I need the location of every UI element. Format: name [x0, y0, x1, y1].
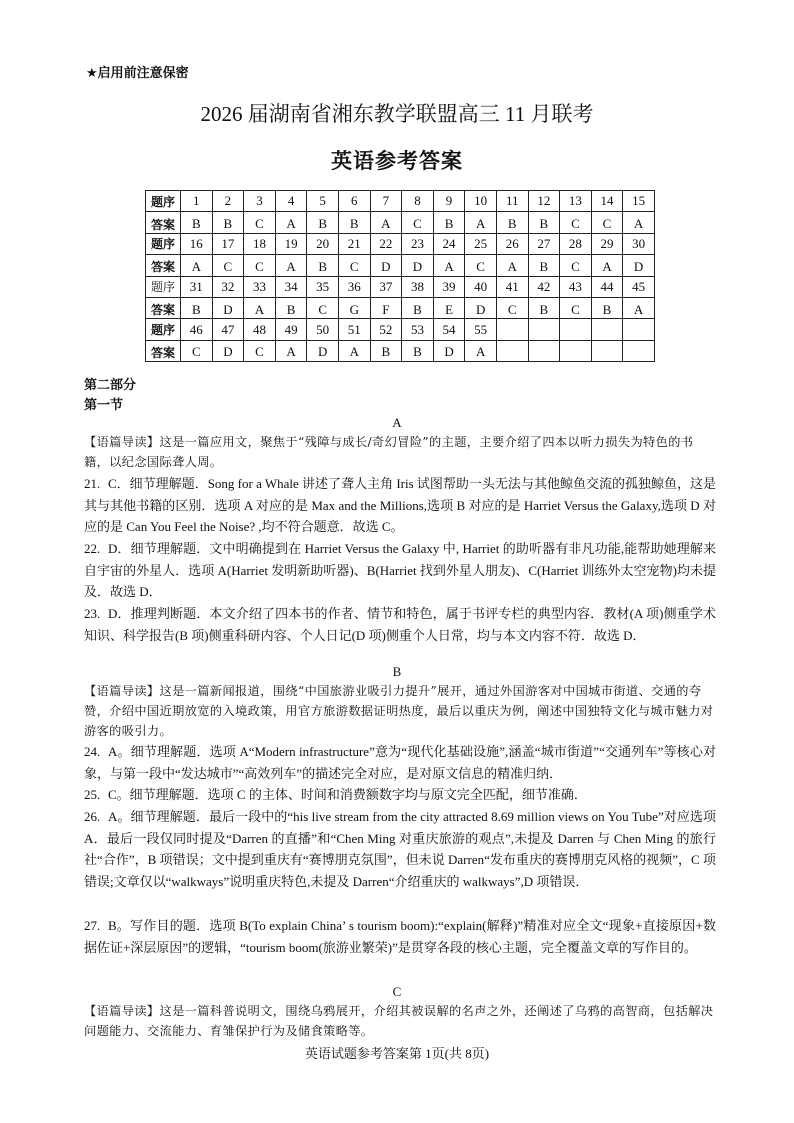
answer-cell: F — [370, 297, 402, 318]
question-number-cell: 40 — [465, 276, 497, 297]
passage-c-letter: C — [392, 984, 402, 999]
question-number-cell: 55 — [465, 319, 497, 340]
question-number-cell: 1 — [181, 191, 213, 212]
row-label-answer: 答案 — [146, 297, 181, 318]
answer-cell: B — [591, 297, 623, 318]
answer-row — [146, 212, 655, 233]
question-number-cell: 32 — [212, 276, 244, 297]
explanation-text: D．推理判断题．本文介绍了四本书的作者、情节和特色，属于书评专栏的典型内容．教材(A 项)侧重学术知识、科学报告(B 项)侧重科研内容、个人日记(D 项)侧重个人日常，均与本文内容不符．故选 D． — [84, 606, 716, 643]
answer-cell: A — [623, 297, 655, 318]
question-number-cell: 18 — [244, 233, 276, 254]
answer-row — [146, 297, 655, 318]
answer-cell: B — [307, 255, 339, 276]
question-number-cell: 42 — [528, 276, 560, 297]
question-number-cell: 47 — [212, 319, 244, 340]
row-label-answer: 答案 — [146, 340, 181, 361]
answer-cell: A — [433, 255, 465, 276]
answer-row — [146, 340, 655, 361]
question-number-cell: 22 — [370, 233, 402, 254]
question-number-cell: 25 — [465, 233, 497, 254]
question-number-cell: 51 — [338, 319, 370, 340]
question-number-cell — [623, 319, 655, 340]
answer-cell: D — [212, 297, 244, 318]
subsection-heading: 第一节 — [84, 398, 124, 413]
answer-cell — [528, 340, 560, 361]
passage-a-guide: 【语篇导读】这是一篇应用文，聚焦于“残障与成长/奇幻冒险”的主题，主要介绍了四本以听力损失为特色的书籍，以纪念国际聋人周。 — [84, 435, 694, 469]
question-number-cell — [528, 319, 560, 340]
question-number-cell: 7 — [370, 191, 402, 212]
answer-key-table — [145, 190, 655, 362]
answer-cell: A — [591, 255, 623, 276]
answer-cell: B — [528, 297, 560, 318]
exam-title: 2026 届湖南省湘东教学联盟高三 11 月联考 — [200, 102, 594, 126]
question-number-cell: 10 — [465, 191, 497, 212]
question-number: 24. — [84, 744, 101, 759]
page-footer: 英语试题参考答案第 1页(共 8页) — [304, 1046, 490, 1061]
row-label-question: 题序 — [146, 233, 181, 254]
question-number-row — [146, 191, 655, 212]
answer-cell: D — [433, 340, 465, 361]
question-number-cell: 53 — [402, 319, 434, 340]
question-number-cell: 24 — [433, 233, 465, 254]
question-number-cell: 17 — [212, 233, 244, 254]
answer-cell: B — [181, 212, 213, 233]
answer-cell: A — [275, 255, 307, 276]
question-number-cell: 45 — [623, 276, 655, 297]
question-number-row — [146, 276, 655, 297]
question-number-cell: 34 — [275, 276, 307, 297]
answer-explanation-24 — [84, 741, 716, 784]
question-number-cell: 20 — [307, 233, 339, 254]
question-number-cell: 49 — [275, 319, 307, 340]
answer-cell: C — [591, 212, 623, 233]
answer-cell: B — [370, 340, 402, 361]
question-number-cell: 44 — [591, 276, 623, 297]
answer-cell: A — [623, 212, 655, 233]
answer-cell: B — [275, 297, 307, 318]
explanation-text: C。细节理解题．选项 C 的主体、时间和消费额数字均与原文完全匹配，细节准确． — [108, 787, 587, 802]
question-number-cell: 16 — [181, 233, 213, 254]
row-label-question: 题序 — [146, 319, 181, 340]
passage-c-guide: 【语篇导读】这是一篇科普说明文，围绕乌鸦展开，介绍其被误解的名声之外，还阐述了乌鸦的高智商，包括解决问题能力、交流能力、育雏保护行为及储食策略等。 — [84, 1004, 714, 1038]
row-label-question: 题序 — [146, 276, 181, 297]
answer-cell: D — [307, 340, 339, 361]
question-number-cell: 15 — [623, 191, 655, 212]
answer-cell: B — [212, 212, 244, 233]
answer-cell: C — [465, 255, 497, 276]
answer-cell: D — [212, 340, 244, 361]
answer-explanation-25 — [84, 784, 716, 806]
answer-cell — [591, 340, 623, 361]
question-number-cell: 14 — [591, 191, 623, 212]
answer-cell: C — [212, 255, 244, 276]
confidential-notice: ★启用前注意保密 — [86, 66, 189, 81]
answer-cell: E — [433, 297, 465, 318]
question-number-cell: 23 — [402, 233, 434, 254]
question-number: 27. — [84, 918, 101, 933]
question-number-cell: 46 — [181, 319, 213, 340]
question-number: 26. — [84, 809, 101, 824]
question-number-cell: 43 — [560, 276, 592, 297]
answer-cell: D — [623, 255, 655, 276]
question-number-cell: 4 — [275, 191, 307, 212]
explanation-text: A。细节理解题．选项 A“Modern infrastructure”意为“现代化基础设施”,涵盖“城市街道”“交通列车”等核心对象，与第一段中“发达城市”“高效列车”的描述完全对应，是对原文信息的精准归纳． — [84, 744, 716, 781]
explanation-text: D．细节理解题．文中明确提到在 Harriet Versus the Galaxy 中, Harriet 的助听器有非凡功能,能帮助她理解来自宇宙的外星人．选项 A(Harriet 发明新助听器)、B(Harriet 找到外星人朋友)、C(Harriet 训练外太空宠物)均未提及．故选 D． — [84, 541, 716, 600]
answer-cell: B — [402, 297, 434, 318]
question-number-cell: 52 — [370, 319, 402, 340]
passage-b-guide: 【语篇导读】这是一篇新闻报道，围绕“中国旅游业吸引力提升”展开，通过外国游客对中国城市街道、交通的夸赞，介绍中国近期放宽的入境政策，用官方旅游数据证明热度，最后以重庆为例，阐述中国独特文化与城市魅力对游客的吸引力。 — [84, 684, 714, 738]
question-number-cell: 28 — [560, 233, 592, 254]
question-number-cell: 30 — [623, 233, 655, 254]
answer-cell: C — [560, 212, 592, 233]
answer-cell: C — [560, 255, 592, 276]
answer-cell: B — [433, 212, 465, 233]
row-label-answer: 答案 — [146, 212, 181, 233]
answer-cell: D — [402, 255, 434, 276]
answer-explanation-27 — [84, 915, 716, 958]
answer-cell: A — [370, 212, 402, 233]
explanation-text: A。细节理解题．最后一段中的“his live stream from the city attracted 8.69 million views on You Tube”对应选项 A．最后一段仅同时提及“Darren 的直播”和“Chen Ming 对重庆旅游的观点”,未提及 Darren 与 Chen Ming 的旅行社“合作”，B 项错误；文中提到重庆有“赛博朋克氛围”，但未说 Darren“发布重庆的赛博朋克风格的视频”，C 项错误;文章仅以“walkways”说明重庆特色,未提及 Darren“介绍重庆的 walkways”,D 项错误． — [84, 809, 716, 889]
answer-cell: G — [338, 297, 370, 318]
question-number-cell: 27 — [528, 233, 560, 254]
answer-cell: C — [244, 255, 276, 276]
question-number-cell — [591, 319, 623, 340]
answer-cell: B — [338, 212, 370, 233]
answer-explanation-26 — [84, 806, 716, 892]
question-number-cell: 37 — [370, 276, 402, 297]
answer-cell: A — [244, 297, 276, 318]
answer-cell: A — [181, 255, 213, 276]
question-number: 22. — [84, 541, 101, 556]
answer-cell: A — [465, 340, 497, 361]
question-number-cell: 50 — [307, 319, 339, 340]
explanation-text: B。写作目的题．选项 B(To explain China’ s tourism boom):“explain(解释)”精准对应全文“现象+直接原因+数据佐证+深层原因”的逻辑，“tourism boom(旅游业繁荣)”是贯穿各段的核心主题，完全覆盖文章的写作目的。 — [84, 918, 716, 955]
question-number-cell: 11 — [496, 191, 528, 212]
answer-cell: D — [465, 297, 497, 318]
question-number-cell — [560, 319, 592, 340]
answer-cell: C — [338, 255, 370, 276]
question-number-cell: 48 — [244, 319, 276, 340]
question-number-cell: 5 — [307, 191, 339, 212]
answer-cell: C — [402, 212, 434, 233]
answer-cell: C — [560, 297, 592, 318]
question-number-cell: 31 — [181, 276, 213, 297]
answer-cell: C — [496, 297, 528, 318]
answer-explanation-22 — [84, 538, 716, 603]
question-number-cell: 38 — [402, 276, 434, 297]
answer-cell — [623, 340, 655, 361]
question-number-cell: 41 — [496, 276, 528, 297]
answer-cell: B — [307, 212, 339, 233]
question-number-cell: 2 — [212, 191, 244, 212]
part-heading: 第二部分 — [84, 378, 137, 393]
question-number-cell: 36 — [338, 276, 370, 297]
question-number-cell: 29 — [591, 233, 623, 254]
document-title: 英语参考答案 — [331, 149, 463, 173]
answer-cell — [496, 340, 528, 361]
answer-cell: B — [528, 212, 560, 233]
question-number-cell: 33 — [244, 276, 276, 297]
answer-cell: D — [370, 255, 402, 276]
answer-row — [146, 255, 655, 276]
row-label-answer: 答案 — [146, 255, 181, 276]
answer-cell: A — [465, 212, 497, 233]
answer-cell: C — [181, 340, 213, 361]
question-number: 23. — [84, 606, 101, 621]
answer-cell: A — [338, 340, 370, 361]
question-number: 25. — [84, 787, 101, 802]
passage-b-letter: B — [392, 664, 402, 679]
answer-cell: C — [244, 212, 276, 233]
question-number-cell: 39 — [433, 276, 465, 297]
explanation-text: C．细节理解题．Song for a Whale 讲述了聋人主角 Iris 试图帮助一头无法与其他鲸鱼交流的孤独鲸鱼，这是其与其他书籍的区别．选项 A 对应的是 Max and the Millions,选项 B 对应的是 Harriet Versus the Galaxy,选项 D 对应的是 Can You Feel the Noise? ,均不符合题意．故选 C。 — [84, 476, 716, 535]
question-number-cell: 19 — [275, 233, 307, 254]
answer-cell: A — [275, 212, 307, 233]
answer-cell: B — [528, 255, 560, 276]
answer-cell: B — [181, 297, 213, 318]
question-number-cell: 35 — [307, 276, 339, 297]
answer-explanation-21 — [84, 473, 716, 538]
answer-cell: A — [496, 255, 528, 276]
question-number-cell: 6 — [338, 191, 370, 212]
question-number-cell: 21 — [338, 233, 370, 254]
answer-cell — [560, 340, 592, 361]
question-number-cell: 9 — [433, 191, 465, 212]
passage-a-letter: A — [392, 415, 402, 430]
answer-cell: B — [402, 340, 434, 361]
question-number-cell — [496, 319, 528, 340]
answer-cell: B — [496, 212, 528, 233]
question-number-row — [146, 233, 655, 254]
question-number: 21. — [84, 476, 101, 491]
question-number-cell: 12 — [528, 191, 560, 212]
answer-cell: C — [307, 297, 339, 318]
question-number-row — [146, 319, 655, 340]
question-number-cell: 8 — [402, 191, 434, 212]
question-number-cell: 54 — [433, 319, 465, 340]
answer-cell: C — [244, 340, 276, 361]
question-number-cell: 26 — [496, 233, 528, 254]
question-number-cell: 3 — [244, 191, 276, 212]
row-label-question: 题序 — [146, 191, 181, 212]
answer-cell: A — [275, 340, 307, 361]
question-number-cell: 13 — [560, 191, 592, 212]
answer-explanation-23 — [84, 603, 716, 646]
